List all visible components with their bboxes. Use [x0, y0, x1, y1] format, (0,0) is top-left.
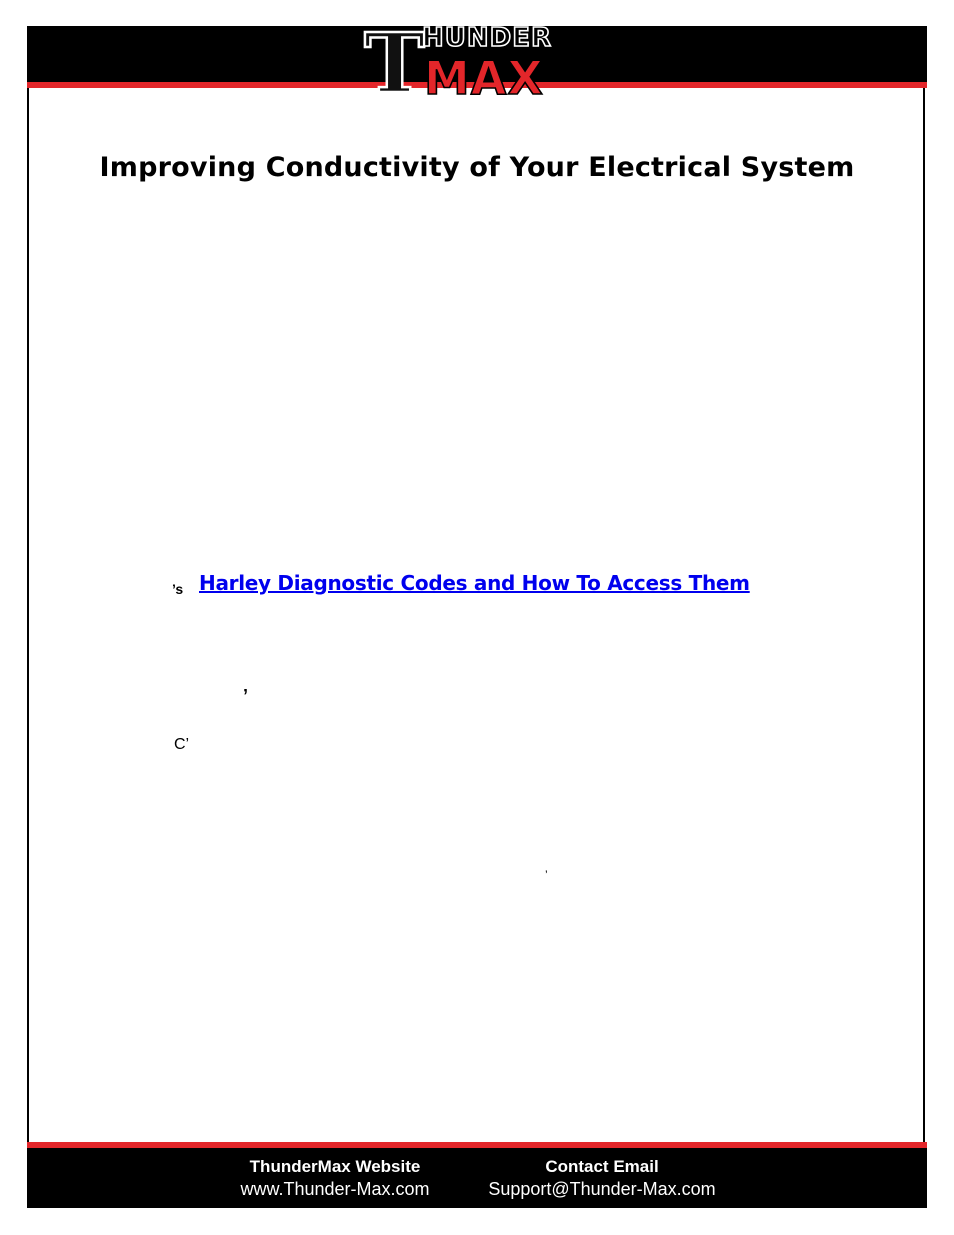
- footer-website-title: ThunderMax Website: [249, 1157, 421, 1176]
- footer-email-title: Contact Email: [545, 1157, 659, 1176]
- text-fragment: C’: [174, 736, 190, 753]
- thundermax-logo: [362, 18, 592, 98]
- logo-line1: HUNDER: [422, 23, 552, 53]
- logo-line2: MAX: [424, 51, 544, 98]
- logo-initial: T: [364, 18, 426, 98]
- footer-website-url[interactable]: www.Thunder-Max.com: [240, 1179, 430, 1199]
- diagnostic-codes-link[interactable]: Harley Diagnostic Codes and How To Access Them: [199, 571, 750, 595]
- text-fragment: ’: [545, 868, 548, 882]
- footer-email-address[interactable]: Support@Thunder-Max.com: [488, 1179, 716, 1199]
- possessive-fragment: ’s: [172, 581, 184, 597]
- document-title: Improving Conductivity of Your Electrical System: [99, 152, 855, 183]
- footer-contact: [470, 1156, 734, 1200]
- page-border: [27, 26, 925, 1206]
- text-fragment: ’: [243, 686, 249, 706]
- footer-website: [225, 1156, 445, 1200]
